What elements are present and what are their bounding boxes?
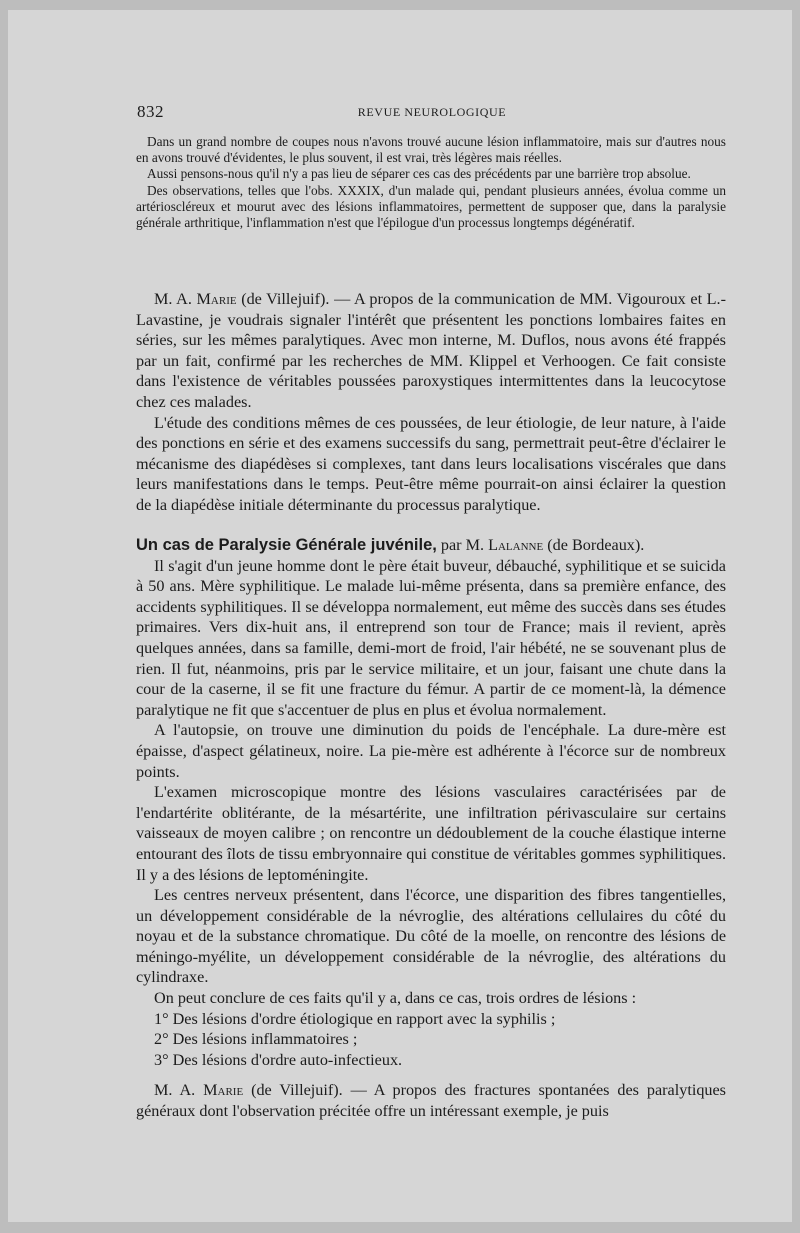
small-paragraph: Dans un grand nombre de coupes nous n'avons trouvé aucune lésion inflammatoire, mais sur d'autres nous en avons trouvé d'évidentes, le plus souvent, il est vrai, très légères mais réelles. xyxy=(136,134,726,166)
marie-body: (de Villejuif). — A propos des fractures spontanées des paralytiques généraux dont l'observation précitée offre un intéressant exemple, je puis xyxy=(136,1081,726,1120)
list-item: 2° Des lésions inflammatoires ; xyxy=(154,1030,358,1049)
journal-title: REVUE NEUROLOGIQUE xyxy=(357,105,507,119)
speaker-name: Marie xyxy=(196,290,237,308)
marie-paragraph-3 xyxy=(136,1080,726,1121)
article-paragraph: On peut conclure de ces faits qu'il y a, dans ce cas, trois ordres de lésions : xyxy=(154,989,637,1008)
author-suffix: (de Bordeaux). xyxy=(543,536,645,554)
article-block xyxy=(136,535,726,1070)
article-paragraph: L'examen microscopique montre des lésions vasculaires caractérisées par de l'endartérite oblitérante, de la mésartérite, une infiltration périvasculaire sur certains vaisseaux de moyen calibre ; on rencontre un dédoublement de la couche élastique interne entourant des îlots de tissu embryonnaire qui constitue de véritables gommes syphilitiques. Il y a des lésions de leptoméningite. xyxy=(136,783,726,884)
marie-body: (de Villejuif). — A propos de la communication de MM. Vigouroux et L.-Lavastine, je voudrais signaler l'intérêt que présentent les ponctions lombaires faites en séries, sur les mêmes paralytiques. Avec mon interne, M. Duflos, nous avons été frappés par un fait, confirmé par les recherches de MM. Klippel et Verhoogen. Ce fait consiste dans l'existence de véritables poussées paroxystiques intermittentes dans la leucocytose chez ces malades. xyxy=(136,290,726,411)
marie-intervention-2 xyxy=(136,1080,726,1121)
speaker-name: Marie xyxy=(203,1081,244,1099)
marie-paragraph-1 xyxy=(136,289,726,413)
author-name: Lalanne xyxy=(488,536,544,554)
article-paragraph: A l'autopsie, on trouve une diminution du poids de l'encéphale. La dure-mère est épaisse, d'aspect gélatineux, noire. La pie-mère est adhérente à l'écorce sur de nombreux points. xyxy=(136,721,726,781)
article-paragraph: Il s'agit d'un jeune homme dont le père était buveur, débauché, syphilitique et se suicida à 50 ans. Mère syphilitique. Le malade lui-même présenta, dans sa première enfance, des accidents syphilitiques. Il se développa normalement, eut même des succès dans ses études primaires. Vers dix-huit ans, il entreprend son tour de France; mais il revient, après quelques années, dans sa famille, demi-mort de froid, l'air hébété, ne se souvenant plus de rien. Il fut, néanmoins, pris par le service militaire, et un jour, faisant une chute dans la cour de la caserne, il se fit une fracture du fémur. A partir de ce moment-là, la démence paralytique ne fit que s'accentuer de plus en plus et évolua normalement. xyxy=(136,556,726,719)
article-title: Un cas de Paralysie Générale juvénile, xyxy=(136,536,437,554)
page-number: 832 xyxy=(137,102,164,121)
small-paragraph: Des observations, telles que l'obs. XXXIX, d'un malade qui, pendant plusieurs années, évolua comme un artérioscléreux et mourut avec des lésions inflammatoires, permettent de supposer que, dans la paralysie générale arthritique, l'inflammation n'est que l'épilogue d'un processus longtemps dégénératif. xyxy=(136,182,726,231)
marie-paragraph-2: L'étude des conditions mêmes de ces poussées, de leur étiologie, de leur nature, à l'aide des ponctions en série et des examens successifs du sang, permettrait peut-être d'éclairer le mécanisme des diapédèses si complexes, tant dans leurs localisations viscérales que dans leurs manifestations dans le temps. Peut-être même pourrait-on ainsi éclairer la question de la diapédèse initiale déterminante du processus paralytique. xyxy=(136,413,726,514)
page-header xyxy=(137,102,727,124)
list-item: 3° Des lésions d'ordre auto-infectieux. xyxy=(154,1050,403,1069)
author-prefix: par M. xyxy=(436,536,489,554)
list-item: 1° Des lésions d'ordre étiologique en rapport avec la syphilis ; xyxy=(154,1009,556,1028)
speaker-initials: M. A. xyxy=(154,290,192,308)
speaker-initials: M. A. xyxy=(154,1081,196,1099)
article-heading xyxy=(136,535,726,556)
marie-intervention-1 xyxy=(136,289,726,516)
previous-text-block xyxy=(136,134,726,231)
article-paragraph: Les centres nerveux présentent, dans l'écorce, une disparition des fibres tangentielles, un développement considérable de la névroglie, des altérations cellulaires du côté du noyau et de la substance chromatique. Du côté de la moelle, on rencontre des lésions de méningo-myélite, un développement considérable de la névroglie, des altérations du cylindraxe. xyxy=(136,886,726,987)
small-paragraph: Aussi pensons-nous qu'il n'y a pas lieu de séparer ces cas des précédents par une barrière trop absolue. xyxy=(147,166,691,182)
